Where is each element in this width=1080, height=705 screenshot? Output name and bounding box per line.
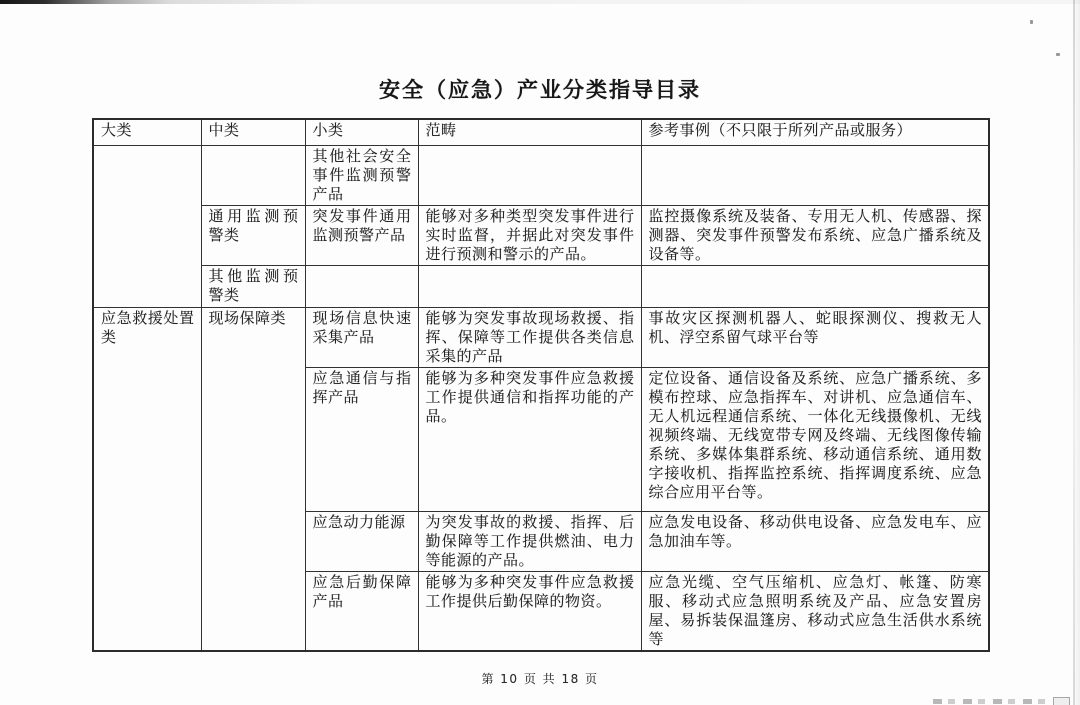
table-row xyxy=(93,146,989,206)
cell-minor-category-empty xyxy=(305,266,418,308)
cell-major-category: 应急救援处置类 xyxy=(93,308,201,652)
col-header-minor-category: 小类 xyxy=(305,119,418,146)
cell-scope-empty xyxy=(418,146,641,206)
cell-middle-category-empty xyxy=(201,146,305,206)
cell-minor-category: 其他社会安全事件监测预警产品 xyxy=(305,146,418,206)
cell-middle-category: 现场保障类 xyxy=(201,308,305,652)
cell-scope: 能够为多种突发事件应急救援工作提供通信和指挥功能的产品。 xyxy=(418,368,641,512)
classification-table xyxy=(92,118,990,652)
cell-major-category-empty xyxy=(93,146,201,308)
page-title: 安全（应急）产业分类指导目录 xyxy=(379,78,701,102)
cell-minor-category: 应急通信与指挥产品 xyxy=(305,368,418,512)
scan-artifact-speck xyxy=(1056,53,1060,56)
cell-minor-category: 现场信息快速采集产品 xyxy=(305,308,418,368)
cell-middle-category: 其他监测预警类 xyxy=(201,266,305,308)
cell-examples: 监控摄像系统及装备、专用无人机、传感器、探测器、突发事件预警发布系统、应急广播系统及设备等。 xyxy=(641,206,989,266)
cell-middle-category: 通用监测预警类 xyxy=(201,206,305,266)
cell-examples: 事故灾区探测机器人、蛇眼探测仪、搜救无人机、浮空系留气球平台等 xyxy=(641,308,989,368)
scan-artifact-bottom-right-text xyxy=(933,699,1051,704)
scan-artifact-speck xyxy=(1030,20,1033,24)
cell-examples-empty xyxy=(641,146,989,206)
table-header-row xyxy=(93,119,989,146)
cell-examples: 应急光缆、空气压缩机、应急灯、帐篷、防寒服、移动式应急照明系统及产品、应急安置房屋、易拆装保温篷房、移动式应急生活供水系统等 xyxy=(641,572,989,652)
cell-scope: 为突发事故的救援、指挥、后勤保障等工作提供燃油、电力等能源的产品。 xyxy=(418,512,641,572)
scan-artifact-bottom-right-box xyxy=(1053,697,1070,705)
cell-examples: 定位设备、通信设备及系统、应急广播系统、多模布控球、应急指挥车、对讲机、应急通信车、无人机远程通信系统、一体化无线摄像机、无线视频终端、无线宽带专网及终端、无线图像传输系统、多媒体集群系统、移动通信系统、通用数字接收机、指挥监控系统、指挥调度系统、应急综合应用平台等。 xyxy=(641,368,989,512)
col-header-examples: 参考事例（不只限于所列产品或服务） xyxy=(641,119,989,146)
cell-minor-category: 应急动力能源 xyxy=(305,512,418,572)
table-row xyxy=(93,206,989,266)
table-row xyxy=(93,308,989,368)
table-row xyxy=(93,266,989,308)
cell-scope-empty xyxy=(418,266,641,308)
cell-scope: 能够为突发事故现场救援、指挥、保障等工作提供各类信息采集的产品 xyxy=(418,308,641,368)
cell-examples: 应急发电设备、移动供电设备、应急发电车、应急加油车等。 xyxy=(641,512,989,572)
page-number: 第 10 页 共 18 页 xyxy=(481,672,599,686)
cell-scope: 能够对多种类型突发事件进行实时监督，并据此对突发事件进行预测和警示的产品。 xyxy=(418,206,641,266)
cell-minor-category: 应急后勤保障产品 xyxy=(305,572,418,652)
col-header-scope: 范畴 xyxy=(418,119,641,146)
cell-scope: 能够为多种突发事件应急救援工作提供后勤保障的物资。 xyxy=(418,572,641,652)
col-header-middle-category: 中类 xyxy=(201,119,305,146)
cell-minor-category: 突发事件通用监测预警产品 xyxy=(305,206,418,266)
scan-artifact-top-streak xyxy=(0,0,1080,4)
col-header-major-category: 大类 xyxy=(93,119,201,146)
scan-artifact-right-edge-line xyxy=(1073,0,1075,705)
cell-examples-empty xyxy=(641,266,989,308)
